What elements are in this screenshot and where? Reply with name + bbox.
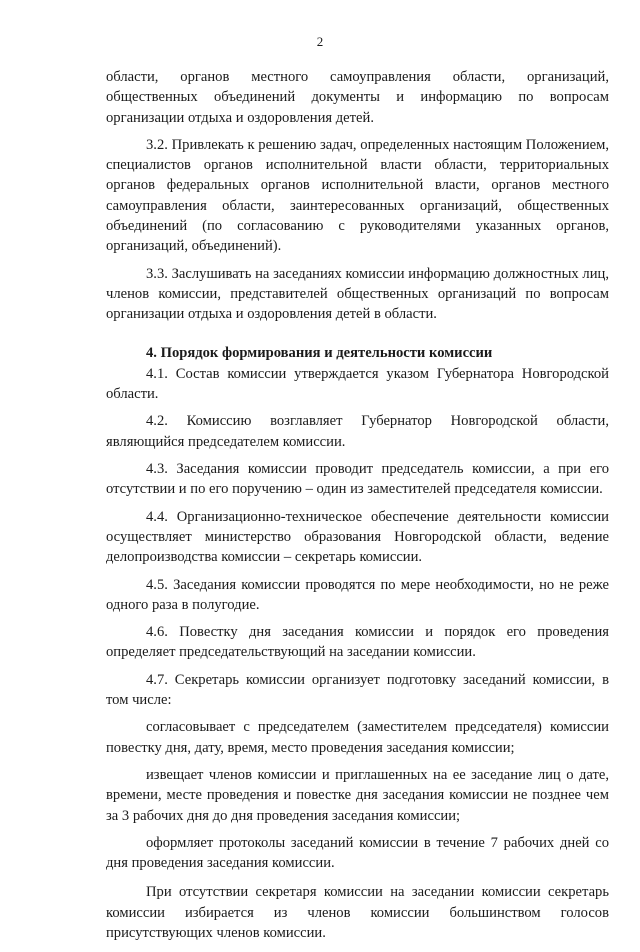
paragraph-4-7-item-agenda: согласовывает с председателем (заместителем председателя) комиссии повестку дня, дату, время, место проведения заседания комиссии;: [106, 719, 609, 756]
paragraph-4-7-item-notify: извещает членов комиссии и приглашенных на ее заседание лиц о дате, времени, месте проведения и повестке дня заседания комиссии не позднее чем за 3 рабочих дня до дня проведения заседания комиссии;: [106, 766, 609, 824]
paragraph-secretary-absence: При отсутствии секретаря комиссии на заседании комиссии секретарь комиссии избирается из членов комиссии большинством голосов присутствующих членов комиссии.: [106, 884, 609, 941]
paragraph-4-6: 4.6. Повестку дня заседания комиссии и порядок его проведения определяет председательствующий на заседании комиссии.: [106, 624, 609, 661]
paragraph-4-7: 4.7. Секретарь комиссии организует подготовку заседаний комиссии, в том числе:: [106, 671, 609, 709]
document-body: [106, 67, 609, 952]
page-number: 2: [316, 34, 324, 49]
paragraph-4-3: 4.3. Заседания комиссии проводит председатель комиссии, а при его отсутствии и по его поручению – один из заместителей председателя комиссии.: [106, 461, 609, 498]
paragraph-3-2: 3.2. Привлекать к решению задач, определенных настоящим Положением, специалистов органов исполнительной власти области, территориальных органов федеральных органов исполнительной власти, органов местного самоуправления области, заинтересованных организаций, общественных объединений (по согласованию с руководителями указанных органов, организаций, объединений).: [106, 136, 609, 255]
paragraph-4-1: 4.1. Состав комиссии утверждается указом Губернатора Новгородской области.: [106, 365, 609, 403]
paragraph-4-7-item-minutes: оформляет протоколы заседаний комиссии в течение 7 рабочих дней со дня проведения заседания комиссии.: [106, 834, 609, 872]
paragraph-3-3: 3.3. Заслушивать на заседаниях комиссии информацию должностных лиц, членов комиссии, представителей общественных организаций по вопросам организации отдыха и оздоровления детей в области.: [106, 265, 609, 323]
paragraph-4-2: 4.2. Комиссию возглавляет Губернатор Новгородской области, являющийся председателем комиссии.: [106, 413, 609, 450]
section-heading: 4. Порядок формирования и деятельности комиссии: [146, 344, 493, 361]
paragraph-4-4: 4.4. Организационно-техническое обеспечение деятельности комиссии осуществляет министерство образования Новгородской области, ведение делопроизводства комиссии – секретарь комиссии.: [106, 508, 609, 566]
paragraph-continuation: области, органов местного самоуправления области, организаций, общественных объединений документы и информацию по вопросам организации отдыха и оздоровления детей.: [106, 69, 609, 126]
paragraph-4-5: 4.5. Заседания комиссии проводятся по мере необходимости, но не реже одного раза в полугодие.: [106, 576, 609, 613]
